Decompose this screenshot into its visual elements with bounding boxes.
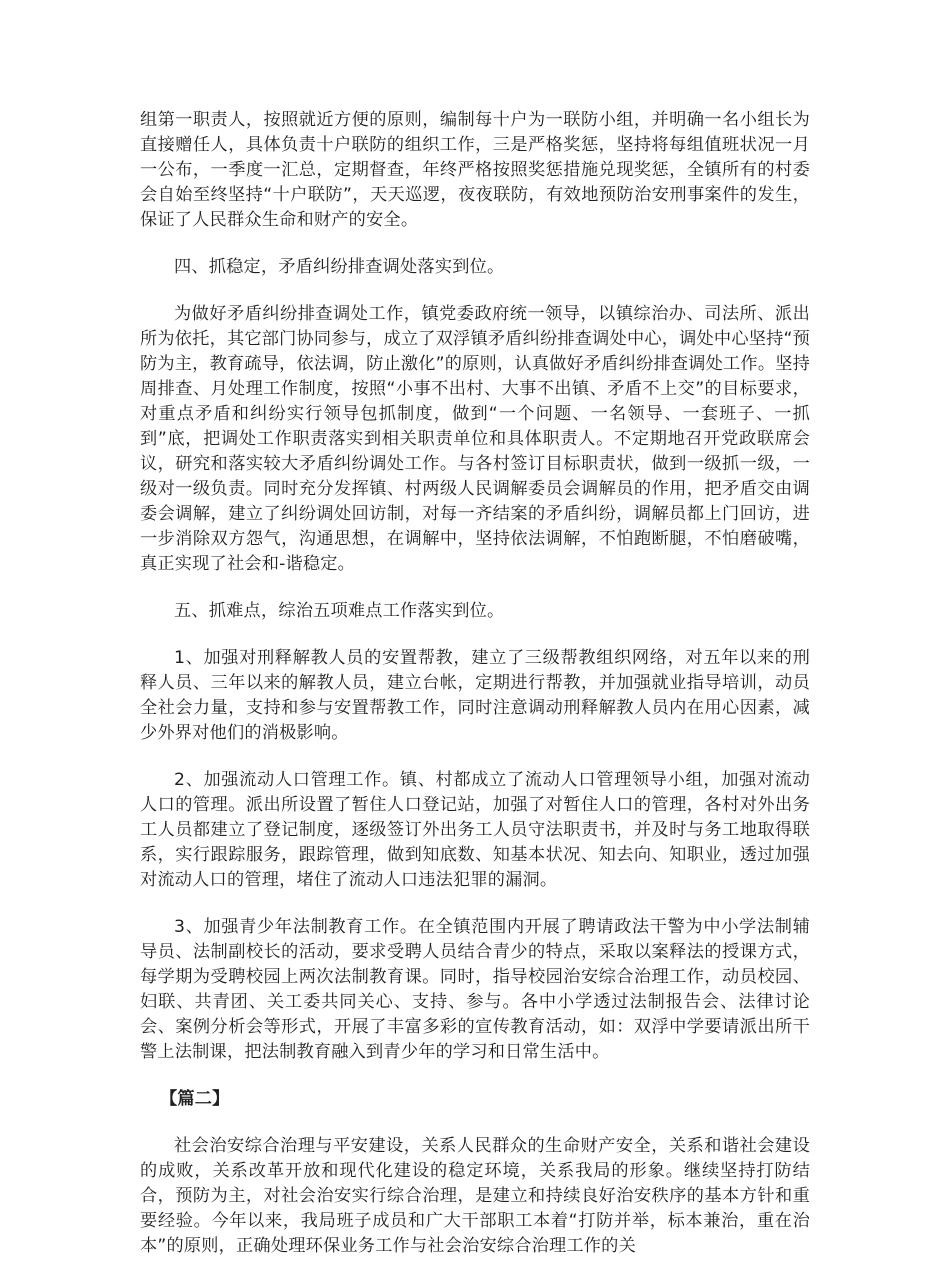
part-two-title: 【篇二】 [160,1089,230,1109]
paragraph-continuation: 组第一职责人，按照就近方便的原则，编制每十户为一联防小组，并明确一名小组长为直接赠任人，具体负责十户联防的组织工作，三是严格奖惩，坚持将每组值班状况一月一公布，一季度一汇总，定期督查，年终严格按照奖惩措施兑现奖惩，全镇所有的村委会自始至终坚持“十户联防”，天天巡逻，夜夜联防，有效地预防治安刑事案件的发生，保证了人民群众生命和财产的安全。 [140,110,810,230]
paragraph-dispute-mediation: 为做好矛盾纠纷排查调处工作，镇党委政府统一领导，以镇综治办、司法所、派出所为依托，其它部门协同参与，成立了双浮镇矛盾纠纷排查调处中心，调处中心坚持“预防为主，教育疏导，依法调，防止激化”的原则，认真做好矛盾纠纷排查调处工作。坚持周排查、月处理工作制度，按照“小事不出村、大事不出镇、矛盾不上交”的目标要求，对重点矛盾和纠纷实行领导包抓制度，做到“一个问题、一名领导、一套班子、一抓到”底，把调处工作职责落实到相关职责单位和具体职责人。不定期地召开党政联席会议，研究和落实较大矛盾纠纷调处工作。与各村签订目标职责状，做到一级抓一级，一级对一级负责。同时充分发挥镇、村两级人民调解委员会调解员的作用，把矛盾交由调委会调解，建立了纠纷调处回访制，对每一齐结案的矛盾纠纷，调解员都上门回访，进一步消除双方怨气，沟通思想，在调解中，坚持依法调解，不怕跑断腿，不怕磨破嘴，真正实现了社会和-谐稳定。 [140,304,810,574]
paragraph-item-3: 3、加强青少年法制教育工作。在全镇范围内开展了聘请政法干警为中小学法制辅导员、法制副校长的活动，要求受聘人员结合青少的特点，采取以案释法的授课方式，每学期为受聘校园上两次法制教育课。同时，指导校园治安综合治理工作，动员校园、妇联、共青团、关工委共同关心、支持、参与。各中小学透过法制报告会、法律讨论会、案例分析会等形式，开展了丰富多彩的宣传教育活动，如：双浮中学要请派出所干警上法制课，把法制教育融入到青少年的学习和日常生活中。 [140,917,810,1062]
paragraph-part-two-intro: 社会治安综合治理与平安建设，关系人民群众的生命财产安全，关系和谐社会建设的成败，关系改革开放和现代化建设的稳定环境，关系我局的形象。继续坚持打防结合，预防为主，对社会治安实行综合治理，是建立和持续良好治安秩序的基本方针和重要经验。今年以来，我局班子成员和广大干部职工本着“打防并举，标本兼治，重在治本”的原则，正确处理环保业务工作与社会治安综合治理工作的关 [140,1136,810,1256]
document-body [140,108,810,1281]
paragraph-item-2: 2、加强流动人口管理工作。镇、村都成立了流动人口管理领导小组，加强对流动人口的管理。派出所设置了暂住人口登记站，加强了对暂住人口的管理，各村对外出务工人员都建立了登记制度，逐级签订外出务工人员守法职责书，并及时与务工地取得联系，实行跟踪服务，跟踪管理，做到知底数、知基本状况、知去向、知职业，透过加强对流动人口的管理，堵住了流动人口违法犯罪的漏洞。 [140,770,810,890]
paragraph-item-1: 1、加强对刑释解教人员的安置帮教，建立了三级帮教组织网络，对五年以来的刑释人员、三年以来的解教人员，建立台帐，定期进行帮教，并加强就业指导培训，动员全社会力量，支持和参与安置帮教工作，同时注意调动刑释解教人员内在用心因素，减少外界对他们的消极影响。 [140,648,810,743]
section-heading-5: 五、抓难点，综治五项难点工作落实到位。 [174,601,505,621]
section-heading-4: 四、抓稳定，矛盾纠纷排查调处落实到位。 [174,257,505,277]
